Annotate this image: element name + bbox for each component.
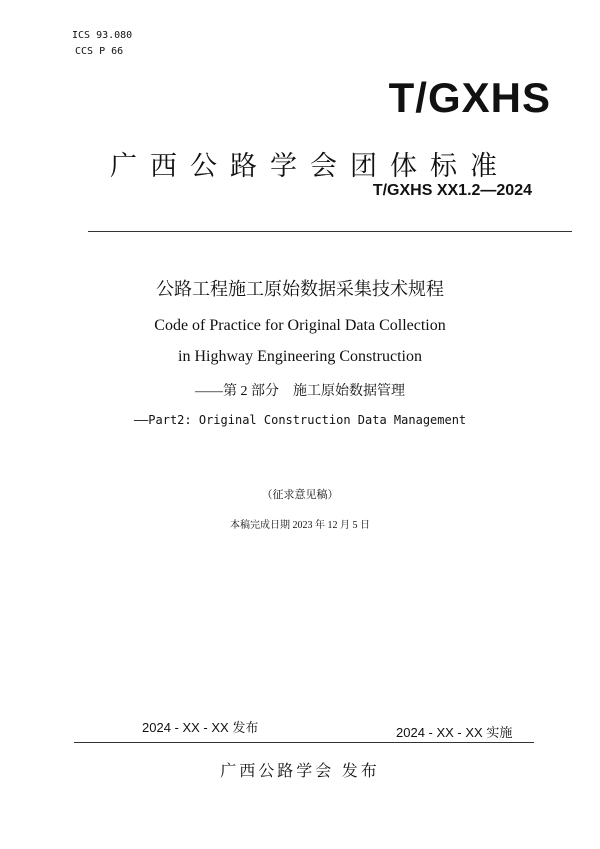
organization-title: 广西公路学会团体标准 <box>110 151 510 181</box>
publisher: 广西公路学会 发布 <box>220 763 380 780</box>
standard-code-logo: T/GXHS <box>388 74 551 121</box>
part-title-english: ——Part2: Original Construction Data Management <box>133 413 467 427</box>
completion-date: 本稿完成日期 2023 年 12 月 5 日 <box>230 520 370 531</box>
ics-code: ICS 93.080 <box>72 30 133 41</box>
title-english-line1: Code of Practice for Original Data Collection <box>154 317 446 334</box>
draft-label: （征求意见稿） <box>261 489 339 501</box>
implementation-date: 2024 - XX - XX 实施 <box>396 725 513 740</box>
bottom-divider <box>74 742 534 743</box>
standard-number: T/GXHS XX1.2—2024 <box>372 182 532 199</box>
publish-date: 2024 - XX - XX 发布 <box>142 720 259 735</box>
title-chinese: 公路工程施工原始数据采集技术规程 <box>156 279 444 299</box>
ccs-code: CCS P 66 <box>75 46 124 57</box>
title-english-line2: in Highway Engineering Construction <box>178 348 422 365</box>
top-divider <box>88 231 572 232</box>
part-title-chinese: ——第 2 部分 施工原始数据管理 <box>195 384 405 399</box>
